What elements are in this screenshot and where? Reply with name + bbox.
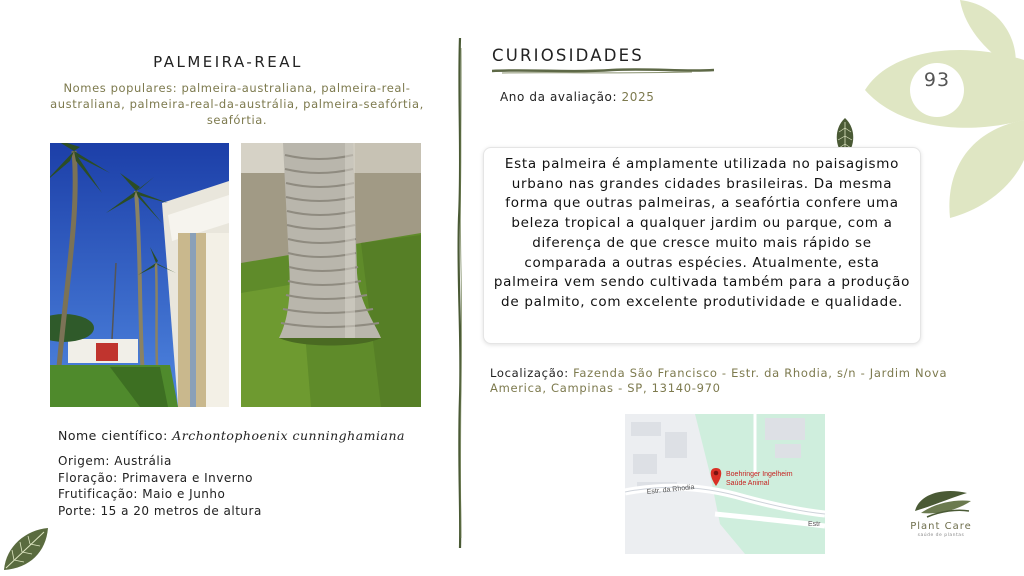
- map-place-name: Boehringer Ingelheim: [726, 471, 793, 478]
- curiosity-card: [483, 147, 921, 344]
- map-place-subtitle: Saúde Animal: [726, 480, 770, 487]
- scientific-name-label: Nome científico:: [58, 428, 173, 443]
- title-underline: [492, 66, 714, 76]
- page-number: 93: [923, 69, 951, 91]
- size-fact: Porte: 15 a 20 metros de altura: [58, 503, 262, 518]
- flowering-fact: Floração: Primavera e Inverno: [58, 470, 253, 485]
- map-road-label: Estr. da Rhodia: [646, 484, 695, 496]
- fruiting-fact: Frutificação: Maio e Junho: [58, 487, 226, 501]
- map-road-label-2: Estr: [808, 521, 821, 528]
- section-title: CURIOSIDADES: [492, 46, 644, 65]
- popular-names: Nomes populares: palmeira-australiana, palmeira-real-australiana, palmeira-real-da-austrália, palmeira-seafórtia, seafórtia.: [50, 81, 424, 127]
- brand-name: Plant Care: [910, 521, 972, 532]
- origin-fact: Origem: Austrália: [58, 454, 172, 468]
- palm-trees-photo: [50, 143, 229, 407]
- brand-tagline: saúde de plantas: [917, 533, 965, 538]
- location-value: Fazenda São Francisco - Estr. da Rhodia, s/n - Jardim Nova America, Campinas - SP, 13140-970: [490, 366, 948, 395]
- vertical-divider: [453, 38, 467, 548]
- evaluation-year-label: Ano da avaliação:: [500, 90, 622, 104]
- palm-trunk-photo: [241, 143, 421, 407]
- scientific-name-value: Archontophoenix cunninghamiana: [172, 428, 405, 443]
- location: [490, 366, 990, 396]
- curiosity-text: Esta palmeira é amplamente utilizada no paisagismo urbano nas grandes cidades brasileiras. Da mesma forma que outras palmeiras, a seafórtia confere uma beleza tropical a qualquer jardim ou parque, com a diferença de que cresce muito mais rápido se comparada a outras espécies. Atualmente, esta palmeira vem sendo cultivada também para a produção de palmito, com excelente produtividade e qualidade.: [493, 156, 911, 310]
- plant-title: PALMEIRA-REAL: [153, 53, 303, 71]
- plant-facts: [58, 453, 262, 519]
- evaluation-year: [500, 90, 655, 104]
- scientific-name: [58, 428, 405, 443]
- corner-leaf-icon: [0, 526, 52, 574]
- location-map[interactable]: [625, 414, 825, 554]
- location-label: Localização:: [490, 366, 574, 380]
- evaluation-year-value: 2025: [621, 90, 655, 104]
